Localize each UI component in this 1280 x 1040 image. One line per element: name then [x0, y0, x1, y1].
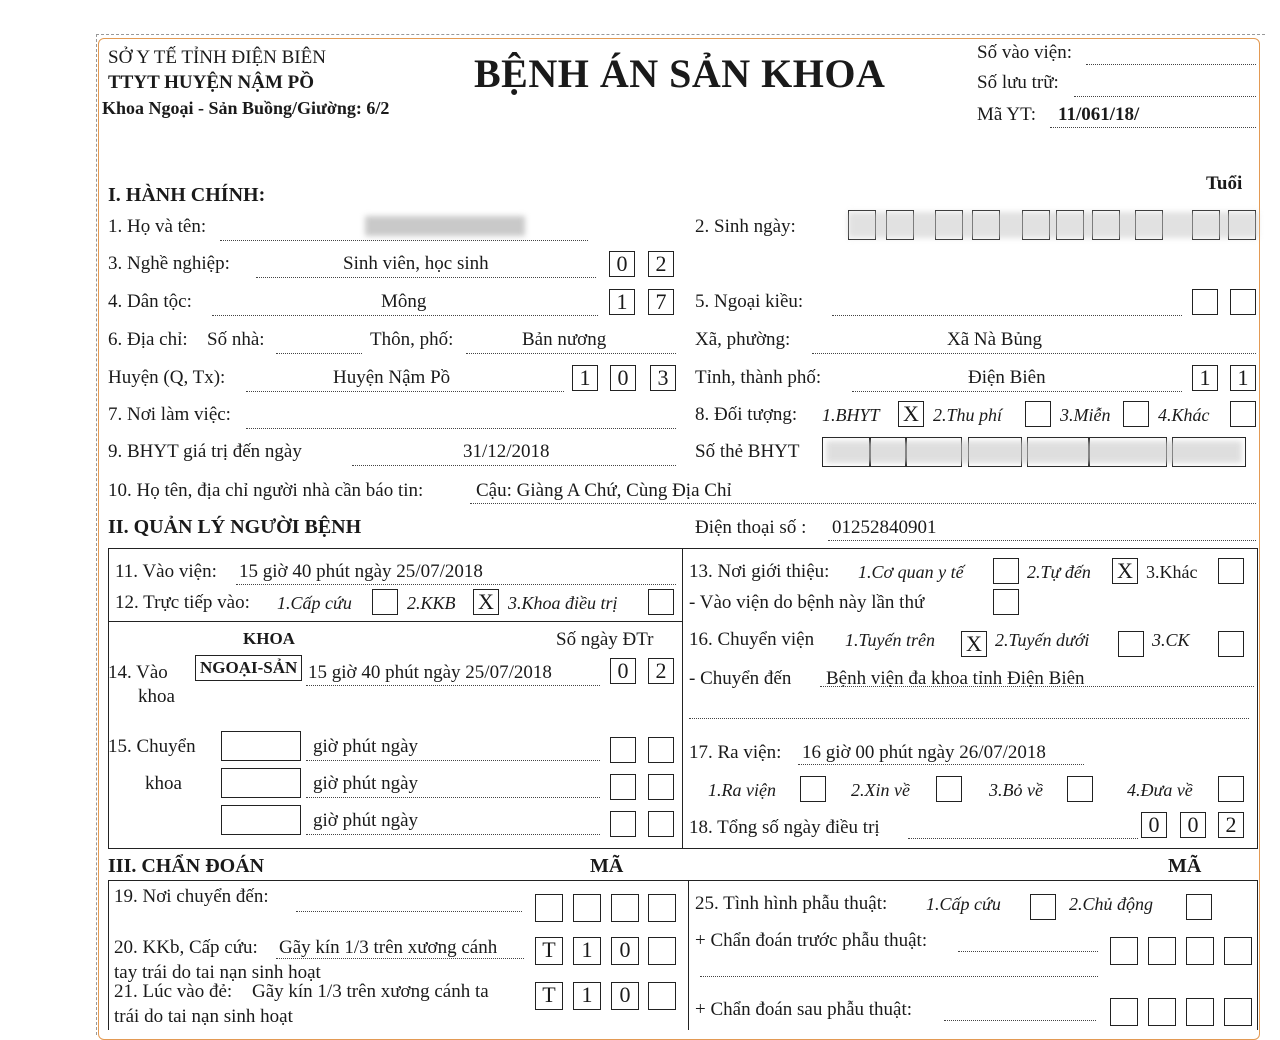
chuyen-vien-opt-3: 3.CK	[1152, 630, 1190, 650]
sau-pt-code-2[interactable]	[1148, 998, 1176, 1026]
huyen-code-3: 3	[650, 365, 676, 391]
gio-phut-ngay-1: giờ phút ngày	[313, 736, 419, 757]
noi-chuyen-den-code-1[interactable]	[535, 894, 563, 922]
chuyen-khoa-days-2a[interactable]	[610, 774, 636, 800]
luc-vao-value-2: trái do tai nạn sinh hoạt	[114, 1006, 293, 1027]
dan-toc-label: 4. Dân tộc:	[108, 291, 192, 312]
truoc-pt-code-2[interactable]	[1148, 937, 1176, 965]
truc-tiep-label: 12. Trực tiếp vào:	[115, 592, 250, 613]
ho-ten-redacted	[365, 216, 525, 236]
truc-tiep-box-2[interactable]: X	[473, 589, 499, 615]
noi-lam-viec-label: 7. Nơi làm việc:	[108, 404, 231, 425]
dia-chi-label: 6. Địa chỉ:	[108, 329, 188, 350]
ra-vien-label: 17. Ra viện:	[689, 742, 782, 763]
tong-ngay-code-1: 0	[1141, 812, 1167, 838]
truc-tiep-opt-3: 3.Khoa điều trị	[508, 593, 618, 613]
doi-tuong-opt-3: 3.Miễn	[1060, 405, 1111, 425]
doi-tuong-box-4[interactable]	[1230, 401, 1256, 427]
gioi-thieu-box-3[interactable]	[1218, 558, 1244, 584]
xa-phuong-label: Xã, phường:	[695, 329, 791, 350]
tinh-code-1: 1	[1192, 365, 1218, 391]
form-page	[98, 38, 1260, 1040]
tinh-value: Điện Biên	[968, 367, 1046, 388]
gioi-thieu-opt-2: 2.Tự đến	[1027, 562, 1091, 582]
kkb-value-1: Gãy kín 1/3 trên xương cánh	[279, 937, 498, 958]
doi-tuong-box-2[interactable]	[1025, 401, 1051, 427]
section-quan-ly: II. QUẢN LÝ NGƯỜI BỆNH	[108, 516, 362, 538]
dept-line: Khoa Ngoại - Sản Buồng/Giường: 6/2	[102, 98, 390, 118]
ra-vien-value: 16 giờ 00 phút ngày 26/07/2018	[802, 742, 1046, 763]
huyen-code-1: 1	[572, 365, 598, 391]
ra-vien-opt-1: 1.Ra viện	[708, 780, 776, 800]
ma-label-right: MÃ	[1168, 855, 1202, 877]
doi-tuong-opt-1: 1.BHYT	[822, 405, 880, 425]
nguoi-nha-value: Cậu: Giàng A Chứ, Cùng Địa Chỉ	[476, 480, 732, 501]
huyen-value: Huyện Nậm Pồ	[333, 367, 451, 388]
so-nha-label: Số nhà:	[207, 329, 265, 350]
luc-vao-code-1: T	[535, 982, 563, 1010]
gio-phut-ngay-2: giờ phút ngày	[313, 773, 419, 794]
vao-khoa-label-1: 14. Vào	[108, 662, 168, 683]
doi-tuong-label: 8. Đối tượng:	[695, 404, 798, 425]
chuyen-khoa-days-3b[interactable]	[648, 811, 674, 837]
dan-toc-value: Mông	[381, 291, 427, 312]
vao-vien-label: 11. Vào viện:	[115, 561, 217, 582]
huyen-label: Huyện (Q, Tx):	[108, 367, 226, 388]
sau-pt-code-4[interactable]	[1224, 998, 1252, 1026]
phau-thuat-opt-2: 2.Chủ động	[1069, 894, 1154, 914]
chuyen-den-value: Bệnh viện đa khoa tỉnh Điện Biên	[826, 668, 1085, 689]
noi-chuyen-den-label: 19. Nơi chuyển đến:	[114, 886, 269, 907]
truoc-pt-code-3[interactable]	[1186, 937, 1214, 965]
page-title: BỆNH ÁN SẢN KHOA	[474, 51, 886, 96]
chuyen-khoa-days-2b[interactable]	[648, 774, 674, 800]
section-hanh-chinh: I. HÀNH CHÍNH:	[108, 184, 266, 206]
ma-yt-label: Mã YT:	[977, 104, 1037, 125]
gioi-thieu-box-2[interactable]: X	[1112, 558, 1138, 584]
truc-tiep-opt-1: 1.Cấp cứu	[277, 593, 352, 613]
gioi-thieu-opt-1: 1.Cơ quan y tế	[858, 562, 964, 582]
luc-vao-code-2: 1	[573, 982, 601, 1010]
phau-thuat-box-2[interactable]	[1186, 894, 1212, 920]
ho-ten-label: 1. Họ và tên:	[108, 216, 207, 237]
kkb-code-3: 0	[611, 937, 639, 965]
chuyen-khoa-box-2[interactable]	[221, 768, 301, 798]
dan-toc-code-2: 7	[648, 289, 674, 315]
ngoai-kieu-label: 5. Ngoại kiều:	[695, 291, 804, 312]
luc-vao-label: 21. Lúc vào đẻ:	[114, 981, 233, 1002]
ngoai-kieu-box-2	[1230, 289, 1256, 315]
chuyen-khoa-box-3[interactable]	[221, 805, 301, 835]
gio-phut-ngay-3: giờ phút ngày	[313, 810, 419, 831]
xa-phuong-value: Xã Nà Bủng	[947, 329, 1042, 350]
so-ngay-header: Số ngày ĐTr	[556, 629, 654, 650]
dan-toc-code-1: 1	[609, 289, 635, 315]
nghe-nghiep-code-1: 0	[609, 251, 635, 277]
gioi-thieu-opt-3: 3.Khác	[1146, 562, 1198, 582]
kkb-label: 20. KKb, Cấp cứu:	[114, 937, 258, 958]
kkb-value-2: tay trái do tai nạn sinh hoạt	[114, 962, 321, 983]
vao-khoa-name: NGOẠI-SẢN	[195, 655, 302, 681]
doi-tuong-opt-2: 2.Thu phí	[933, 405, 1003, 425]
ra-vien-opt-2: 2.Xin về	[851, 780, 910, 800]
gioi-thieu-label: 13. Nơi giới thiệu:	[689, 561, 830, 582]
huyen-code-2: 0	[610, 365, 636, 391]
noi-chuyen-den-code-2[interactable]	[573, 894, 601, 922]
doi-tuong-box-3[interactable]	[1123, 401, 1149, 427]
noi-chuyen-den-code-4[interactable]	[648, 894, 676, 922]
sinh-ngay-label: 2. Sinh ngày:	[695, 216, 796, 237]
truc-tiep-box-1[interactable]	[372, 589, 398, 615]
truoc-pt-label: + Chẩn đoán trước phẫu thuật:	[695, 930, 928, 951]
gioi-thieu-box-1[interactable]	[993, 558, 1019, 584]
dien-thoai-value: 01252840901	[832, 517, 937, 538]
truoc-pt-code-4[interactable]	[1224, 937, 1252, 965]
kkb-code-4	[648, 937, 676, 965]
luc-vao-code-3: 0	[611, 982, 639, 1010]
truc-tiep-box-3[interactable]	[648, 589, 674, 615]
section-chan-doan: III. CHẨN ĐOÁN	[108, 855, 265, 877]
doi-tuong-opt-4: 4.Khác	[1158, 405, 1210, 425]
nghe-nghiep-label: 3. Nghề nghiệp:	[108, 253, 230, 274]
chuyen-khoa-days-1b[interactable]	[648, 737, 674, 763]
vao-khoa-days-1: 0	[610, 658, 636, 684]
chuyen-khoa-box-1[interactable]	[221, 731, 301, 761]
bhyt-value: 31/12/2018	[463, 441, 550, 462]
sau-pt-code-3[interactable]	[1186, 998, 1214, 1026]
bhyt-label: 9. BHYT giá trị đến ngày	[108, 441, 302, 462]
ma-yt-value: 11/061/18/	[1058, 104, 1140, 125]
nghe-nghiep-value: Sinh viên, học sinh	[343, 253, 489, 274]
vao-khoa-label-2: khoa	[138, 686, 175, 707]
chuyen-vien-box-3[interactable]	[1218, 631, 1244, 657]
lan-thu-label: - Vào viện do bệnh này lần thứ	[689, 592, 925, 613]
tong-ngay-label: 18. Tổng số ngày điều trị	[689, 817, 880, 838]
dien-thoai-label: Điện thoại số :	[695, 517, 807, 538]
ra-vien-box-4[interactable]	[1218, 776, 1244, 802]
phau-thuat-box-1[interactable]	[1030, 894, 1056, 920]
so-the-label: Số thẻ BHYT	[695, 441, 800, 462]
doi-tuong-box-1[interactable]: X	[898, 401, 924, 427]
ra-vien-box-1[interactable]	[800, 776, 826, 802]
luc-vao-value-1: Gãy kín 1/3 trên xương cánh ta	[252, 981, 489, 1002]
tong-ngay-code-2: 0	[1180, 812, 1206, 838]
noi-chuyen-den-code-3[interactable]	[611, 894, 639, 922]
vao-khoa-time: 15 giờ 40 phút ngày 25/07/2018	[308, 662, 552, 683]
thon-pho-label: Thôn, phố:	[370, 329, 454, 350]
vao-vien-value: 15 giờ 40 phút ngày 25/07/2018	[239, 561, 483, 582]
ra-vien-box-3[interactable]	[1067, 776, 1093, 802]
chuyen-vien-box-1[interactable]: X	[961, 631, 987, 657]
ra-vien-opt-4: 4.Đưa về	[1127, 780, 1193, 800]
so-vao-vien-label: Số vào viện:	[977, 42, 1072, 63]
tong-ngay-code-3: 2	[1218, 812, 1244, 838]
chuyen-khoa-label-2: khoa	[145, 773, 182, 794]
chuyen-vien-opt-2: 2.Tuyến dưới	[995, 630, 1090, 650]
tinh-code-2: 1	[1230, 365, 1256, 391]
chuyen-vien-opt-1: 1.Tuyến trên	[845, 630, 935, 650]
chuyen-khoa-label-1: 15. Chuyển	[108, 736, 196, 757]
chuyen-khoa-days-3a[interactable]	[610, 811, 636, 837]
nghe-nghiep-code-2: 2	[648, 251, 674, 277]
truc-tiep-opt-2: 2.KKB	[407, 593, 456, 613]
nguoi-nha-label: 10. Họ tên, địa chỉ người nhà cần báo tin:	[108, 480, 424, 501]
lan-thu-box[interactable]	[993, 589, 1019, 615]
ra-vien-opt-3: 3.Bỏ về	[989, 780, 1043, 800]
ngoai-kieu-box-1	[1192, 289, 1218, 315]
org-line-1: SỞ Y TẾ TỈNH ĐIỆN BIÊN	[108, 47, 326, 68]
ra-vien-box-2[interactable]	[936, 776, 962, 802]
sau-pt-code-1[interactable]	[1110, 998, 1138, 1026]
truoc-pt-code-1[interactable]	[1110, 937, 1138, 965]
chuyen-vien-label: 16. Chuyển viện	[689, 629, 815, 650]
thon-pho-value: Bản nương	[522, 329, 607, 350]
chuyen-khoa-days-1a[interactable]	[610, 737, 636, 763]
vao-khoa-days-2: 2	[648, 658, 674, 684]
kkb-code-1: T	[535, 937, 563, 965]
tuoi-label: Tuổi	[1206, 173, 1243, 194]
luc-vao-code-4	[648, 982, 676, 1010]
tinh-label: Tỉnh, thành phố:	[695, 367, 822, 388]
org-line-2: TTYT HUYỆN NẬM PỒ	[108, 72, 315, 93]
so-luu-tru-label: Số lưu trữ:	[977, 72, 1059, 93]
chuyen-den-label: - Chuyển đến	[689, 668, 792, 689]
sau-pt-label: + Chẩn đoán sau phẫu thuật:	[695, 999, 913, 1020]
khoa-header: KHOA	[243, 629, 295, 648]
phau-thuat-opt-1: 1.Cấp cứu	[926, 894, 1001, 914]
ma-label-left: MÃ	[590, 855, 624, 877]
kkb-code-2: 1	[573, 937, 601, 965]
phau-thuat-label: 25. Tình hình phẫu thuật:	[695, 893, 888, 914]
chuyen-vien-box-2[interactable]	[1118, 631, 1144, 657]
